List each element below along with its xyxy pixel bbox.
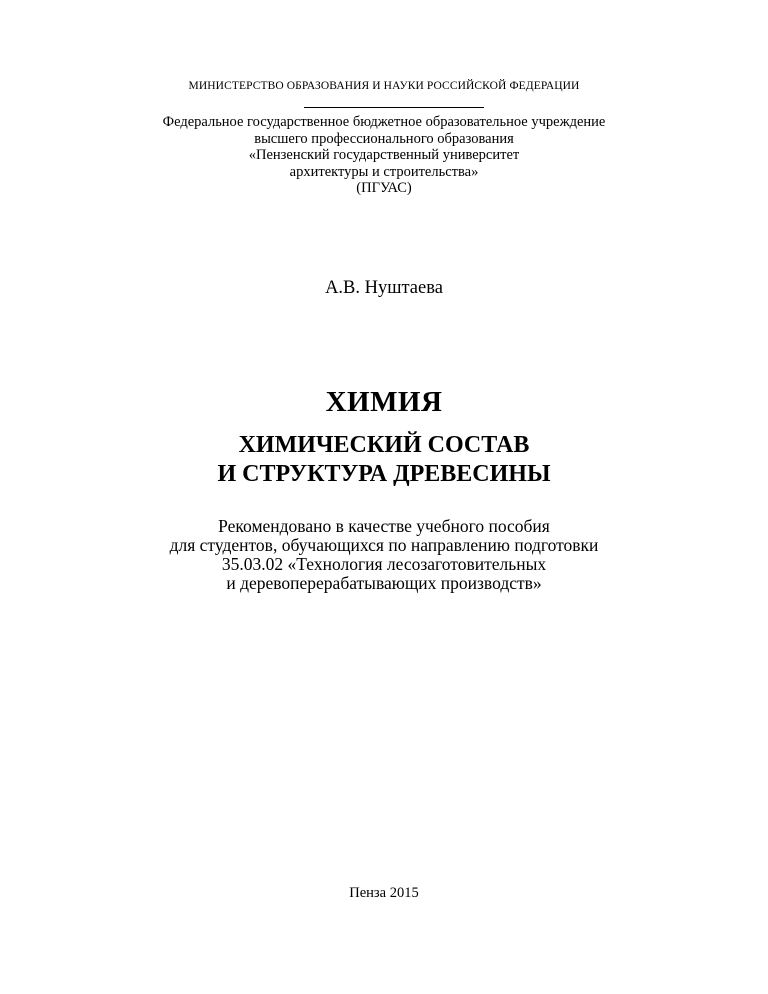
institution-line-2: высшего профессионального образования: [254, 130, 514, 147]
city-year: Пенза 2015: [349, 885, 419, 901]
recommendation-line-1: Рекомендовано в качестве учебного пособия: [218, 516, 550, 536]
institution-line-3: «Пензенский государственный университет: [248, 147, 520, 163]
subtitle-line-2: И СТРУКТУРА ДРЕВЕСИНЫ: [217, 461, 551, 487]
institution-line-1: Федеральное государственное бюджетное образовательное учреждение: [162, 114, 606, 130]
book-title: ХИМИЯ: [325, 386, 443, 418]
institution-abbreviation: (ПГУАС): [356, 180, 412, 196]
author-name: А.В. Нуштаева: [325, 278, 443, 298]
ministry-name: МИНИСТЕРСТВО ОБРАЗОВАНИЯ И НАУКИ РОССИЙСКОЙ ФЕДЕРАЦИИ: [188, 80, 580, 92]
header-divider: [304, 107, 484, 108]
recommendation-line-2: для студентов, обучающихся по направлению подготовки: [169, 535, 599, 555]
institution-line-4: архитектуры и строительства»: [289, 163, 479, 180]
subtitle-line-1: ХИМИЧЕСКИЙ СОСТАВ: [238, 432, 530, 458]
recommendation-line-3: 35.03.02 «Технология лесозаготовительных: [221, 554, 547, 574]
recommendation-line-4: и деревоперерабатывающих производств»: [226, 573, 542, 593]
